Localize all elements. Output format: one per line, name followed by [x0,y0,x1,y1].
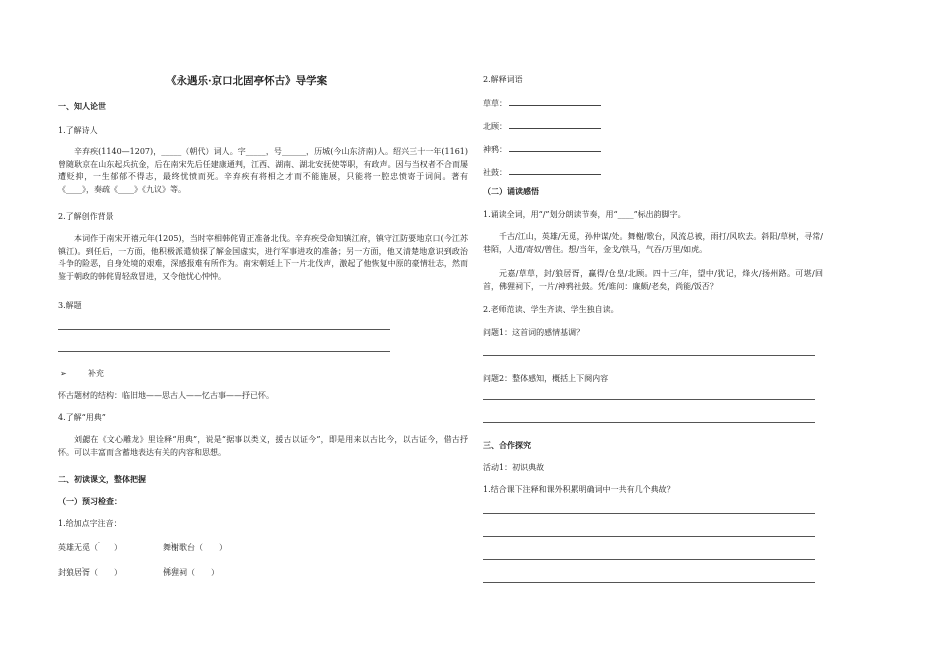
answer-line[interactable] [483,582,815,583]
preview-check-heading: （一）预习检查： [58,496,122,506]
answer-field[interactable] [509,96,601,106]
term-shenya [483,142,601,155]
term-caocao [483,96,601,109]
section-2-heading: 二、初读课文，整体把握 [58,474,146,484]
section-1-2-heading: 2.了解创作背景 [58,212,114,221]
pinyin-answer-bracket[interactable]: （ ） [195,543,227,552]
section-1-1-heading: 1.了解诗人 [58,126,98,135]
question-1: 问题1：这首词的感情基调？ [483,328,585,337]
answer-field[interactable] [509,119,601,129]
pinyin-answer-bracket[interactable]: （ ） [90,543,122,552]
answer-line[interactable] [483,513,815,514]
background-paragraph: 本词作于南宋开禧元年(1205)，当时宰相韩侂胄正准备北伐。辛弃疾受命知镇江府，镇守江防要地京口(今江苏镇江)。到任后，一方面，他积极派遣侦探了解金国虚实，进行军事进攻的准备；另一方面，他又清楚地意识到政治斗争的险恶，自身处境的艰难，深感报难有所作为。南宋朝廷上下一片北伐声，激起了他恢复中原的豪情壮志，然而鉴于朝政的韩侂胄轻敌冒进，又令他忧心忡忡。 [58,234,468,281]
answer-line[interactable] [483,559,815,560]
dot-mark: . [98,538,100,545]
answer-line[interactable] [58,351,390,352]
recitation-heading: （二）诵读感悟 [483,186,539,196]
pinyin-answer-bracket[interactable]: （ ） [90,568,122,577]
reading-task: 2.老师范读、学生齐读、学生独自读。 [483,305,619,314]
pinyin-task: 1.给加点字注音： [58,519,122,528]
supplement-text: 怀古题材的结构：临旧地——思古人——忆古事——抒已怀。 [58,391,274,400]
answer-line[interactable] [483,422,815,423]
activity-1-question: 1.结合课下注释和课外积累明确词中一共有几个典故？ [483,485,675,494]
pinyin-answer-bracket[interactable]: （ ） [187,568,219,577]
activity-1-heading: 活动1：初识典故 [483,463,545,472]
dot-mark: . [171,538,173,545]
section-1-4-heading: 4.了解“用典” [58,413,106,422]
term-label: 北顾： [483,122,507,131]
pinyin-word: 佛狸祠 [163,568,187,577]
answer-line[interactable] [483,355,815,356]
pinyin-item-3 [58,567,122,578]
vocab-heading: 2.解释词语 [483,75,523,84]
term-label: 草草： [483,99,507,108]
pinyin-item-1 [58,542,122,553]
answer-field[interactable] [509,165,601,175]
section-3-heading: 三、合作探究 [483,440,531,450]
answer-line[interactable] [483,536,815,537]
dot-mark: ... [164,563,179,570]
section-1-heading: 一、知人论世 [58,101,106,111]
question-2: 问题2：整体感知，概括上下阕内容 [483,374,609,383]
term-label: 神鸦： [483,145,507,154]
dot-mark: . [82,563,84,570]
section-1-3-heading: 3.解题 [58,301,82,310]
recitation-task: 1.诵读全词，用“/”划分朗读节奏，用“____”标出韵脚字。 [483,210,686,219]
poem-upper-stanza: 千古/江山，英雄/无觅，孙仲谋/处。舞榭/歌台，风流总被，雨打/风吹去。斜阳/草树，寻常/巷陌，人道/寄奴/曾住。想/当年，金戈/铁马，气吞/万里/如虎。 [483,232,823,254]
term-shegu [483,165,601,178]
term-label: 社鼓： [483,168,507,177]
supplement-label: 补充 [88,369,104,378]
pinyin-word: 英雄无觅 [58,543,90,552]
pinyin-word: 舞榭歌台 [163,543,195,552]
supplement-arrow-icon: ➢ [60,369,67,378]
term-beigu [483,119,601,132]
page-title: 《永遇乐·京口北固亭怀古》导学案 [166,75,328,87]
answer-field[interactable] [509,142,601,152]
answer-line[interactable] [483,399,815,400]
pinyin-word: 封狼居胥 [58,568,90,577]
poet-intro-paragraph: 辛弃疾(1140—1207)，_____（朝代）词人。字_____，号______，历城(今山东济南)人。绍兴三十一年(1161)曾随耿京在山东起兵抗金，后在南宋先后任建康通判，江西、湖南、湖北安抚使等职，有政声。因与当权者不合而屡遭贬抑，一生郁郁不得志，最终忧愤而死。辛弃疾有将相之才而不能施展，只能将一腔忠愤寄于词间。著有《____》，奏疏《____》《九议》等。 [58,147,468,194]
answer-line[interactable] [58,329,390,330]
poem-lower-stanza: 元嘉/草草，封/狼居胥，赢得/仓皇/北顾。四十三/年，望中/犹记，烽火/扬州路。可堪/回首，佛狸祠下，一片/神鸦社鼓。凭/谁问：廉颇/老矣，尚能/饭否？ [483,269,823,291]
allusion-paragraph: 刘勰在《文心雕龙》里诠释“用典”，说是“据事以类义，援古以证今”，即是用来以古比今，以古证今，借古抒怀。可以丰富而含蓄地表达有关的内容和思想。 [58,435,468,457]
